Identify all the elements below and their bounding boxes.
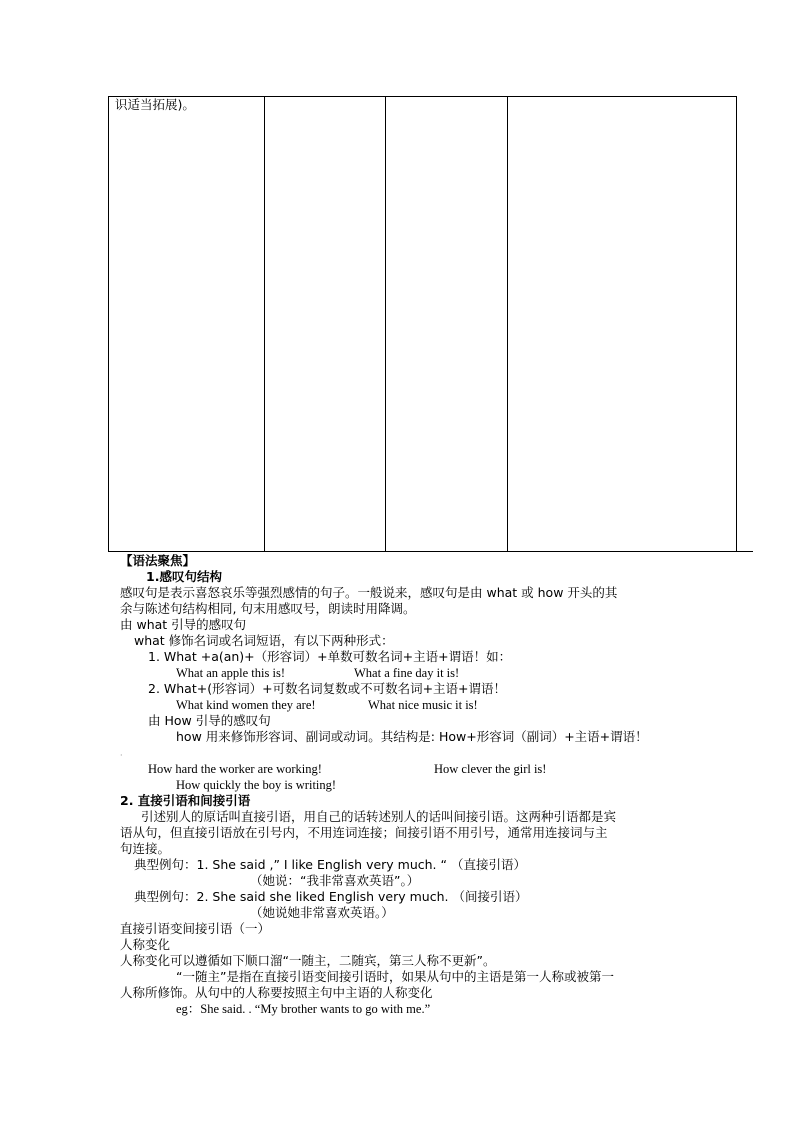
topic1-title: 1.感叹句结构 xyxy=(146,569,222,584)
stray-mark: · xyxy=(120,751,123,760)
eg-line: eg：She said. . “My brother wants to go with me.” xyxy=(176,1002,431,1016)
example-2b: What nice music it is! xyxy=(368,698,478,712)
change-heading: 直接引语变间接引语（一） xyxy=(120,921,271,936)
intro-line-2: 余与陈述句结构相同, 句末用感叹号，朗读时用降调。 xyxy=(120,601,416,616)
person-rule: 人称变化可以遵循如下顺口溜“一随主，二随宾，第三人称不更新”。 xyxy=(120,953,496,968)
what-heading: 由 what 引导的感叹句 xyxy=(120,617,247,632)
example-2a: What kind women they are! xyxy=(176,698,316,712)
example-1b: What a fine day it is! xyxy=(354,666,460,680)
example-sentence-1: 典型例句：1. She said ,” I like English very much. “ （直接引语） xyxy=(134,857,526,872)
how-description: how 用来修饰形容词、副词或动词。其结构是: How+形容词（副词）+主语+谓语！ xyxy=(176,729,648,744)
table-col-border-2 xyxy=(264,96,265,552)
definition-line-1: 引述别人的原话叫直接引语，用自己的话转述别人的话叫间接引语。这两种引语都是宾 xyxy=(141,809,617,824)
section-header: 【语法聚焦】 xyxy=(120,553,196,568)
example-3c: How quickly the boy is writing! xyxy=(176,778,337,792)
example-sentence-1-translation: （她说：“我非常喜欢英语”。） xyxy=(250,873,420,888)
rule1-line-2: 人称所修饰。从句中的人称要按照主句中主语的人称变化 xyxy=(120,985,433,1000)
person-heading: 人称变化 xyxy=(120,937,171,952)
definition-line-2: 语从句，但直接引语放在引号内，不用连词连接；间接引语不用引号，通常用连接词与主 xyxy=(120,825,608,840)
what-description: what 修饰名词或名词短语，有以下两种形式： xyxy=(134,633,394,648)
table-col-border-4 xyxy=(507,96,508,552)
table-cell-text: 识适当拓展)。 xyxy=(115,97,195,112)
how-heading: 由 How 引导的感叹句 xyxy=(148,713,271,728)
rule1-line-1: “一随主”是指在直接引语变间接引语时，如果从句中的主语是第一人称或被第一 xyxy=(176,969,614,984)
table-col-border-1 xyxy=(108,96,109,552)
example-sentence-2-translation: （她说她非常喜欢英语。） xyxy=(250,905,394,920)
form-1: 1. What +a(an)+（形容词）+单数可数名词+主语+谓语！如： xyxy=(148,649,512,664)
intro-line-1: 感叹句是表示喜怒哀乐等强烈感情的句子。一般说来，感叹句是由 what 或 how 开头的其 xyxy=(120,585,618,600)
table-col-border-5 xyxy=(736,96,737,552)
example-sentence-2: 典型例句：2. She said she liked English very much. （间接引语） xyxy=(134,889,528,904)
example-3b: How clever the girl is! xyxy=(434,762,547,776)
table-bottom-border xyxy=(108,551,753,552)
example-3a: How hard the worker are working! xyxy=(148,762,322,776)
table-col-border-3 xyxy=(385,96,386,552)
definition-line-3: 句连接。 xyxy=(120,841,171,856)
table-top-border xyxy=(108,96,736,97)
form-2: 2. What+(形容词）+可数名词复数或不可数名词+主语+谓语！ xyxy=(148,681,507,696)
example-1a: What an apple this is! xyxy=(176,666,285,680)
topic2-title: 2. 直接引语和间接引语 xyxy=(120,793,251,808)
